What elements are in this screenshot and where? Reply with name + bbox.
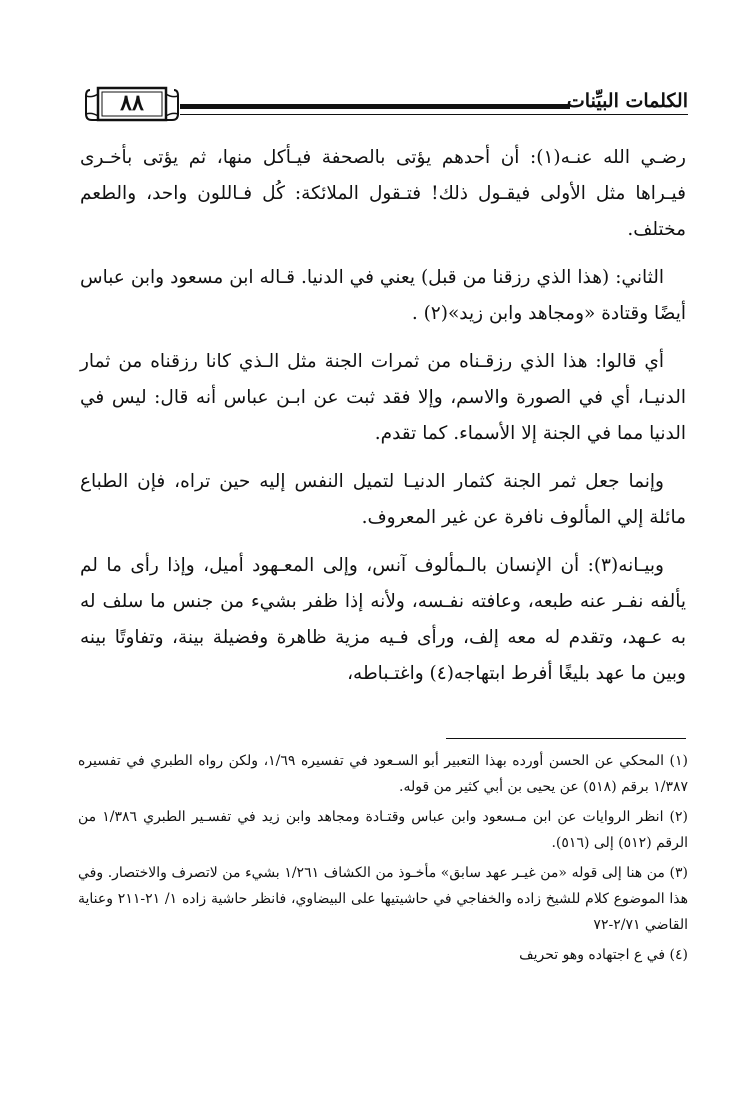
header-rule-thick [180, 104, 570, 109]
footnote: (٣) من هنا إلى قوله «من غيـر عهد سابق» مأخـوذ من الكشاف ١/٢٦١ بشيء من لاتصرف والاختصار. وفي هذا الموضوع كلام للشيخ زاده والخفاجي في حاشيتيها على البيضاوي، فانظر حاشية زاده ١/ ٢١-٢١١ وعناية القاضي ٢/٧١-٧٢ [78, 865, 688, 933]
main-text [80, 140, 686, 704]
page-number-ornament [84, 84, 180, 124]
running-header [84, 84, 688, 128]
page-number: ٨٨ [120, 90, 144, 116]
footnote: (١) المحكي عن الحسن أورده بهذا التعبير أبو السـعود في تفسيره ١/٦٩، ولكن رواه الطبري في تفسيره ١/٣٨٧ برقم (٥١٨) عن يحيى بن أبي كثير من قوله. [78, 753, 688, 795]
paragraph: وإنما جعل ثمر الجنة كثمار الدنيـا لتميل النفس إليه حين تراه، فإن الطباع مائلة إلي المألوف نافرة عن غير المعروف. [80, 471, 686, 528]
paragraph: رضـي الله عنـه(١): أن أحدهم يؤتى بالصحفة فيـأكل منها، ثم يؤتى بأخـرى فيـراها مثل الأولى فيقـول ذلك! فتـقول الملائكة: كُل فـاللون واحد، والطعم مختلف. [80, 147, 686, 240]
footnote-separator [446, 738, 686, 739]
paragraph: الثاني: (هذا الذي رزقنا من قبل) يعني في الدنيا. قـاله ابن مسعود وابن عباس أيضًا وقتادة «ومجاهد وابن زيد»(٢) . [80, 267, 686, 324]
running-title: الكلمات البيِّنات [566, 90, 688, 112]
footnotes [78, 748, 688, 972]
header-rule-thin [180, 114, 688, 115]
paragraph: وبيـانه(٣): أن الإنسان بالـمألوف آنس، وإلى المعـهود أميل، وإذا رأى ما لم يألفه نفـر عنه طبعه، وعافته نفـسه، ولأنه إذا ظفر بشيء من جنس ما سلف له به عـهد، وتقدم له معه إلف، ورأى فـيه مزية ظاهرة وفضيلة بينة، وتفاوتًا بينه وبين ما عهد بليغًا أفرط ابتهاجه(٤) واغتـباطه، [80, 555, 686, 684]
footnote: (٢) انظر الروايات عن ابن مـسعود وابن عباس وقتـادة ومجاهد وابن زيد في تفسـير الطبري ١/٣٨٦ من الرقم (٥١٢) إلى (٥١٦). [78, 809, 689, 851]
footnote: (٤) في ع اجتهاده وهو تحريف [519, 947, 688, 963]
paragraph: أي قالوا: هذا الذي رزقـناه من ثمرات الجنة مثل الـذي كانا رزقناه من ثمار الدنيـا، أي في الصورة والاسم، وإلا فقد ثبت عن ابـن عباس أنه قال: ليس في الدنيا مما في الجنة إلا الأسماء. كما تقدم. [80, 351, 686, 444]
